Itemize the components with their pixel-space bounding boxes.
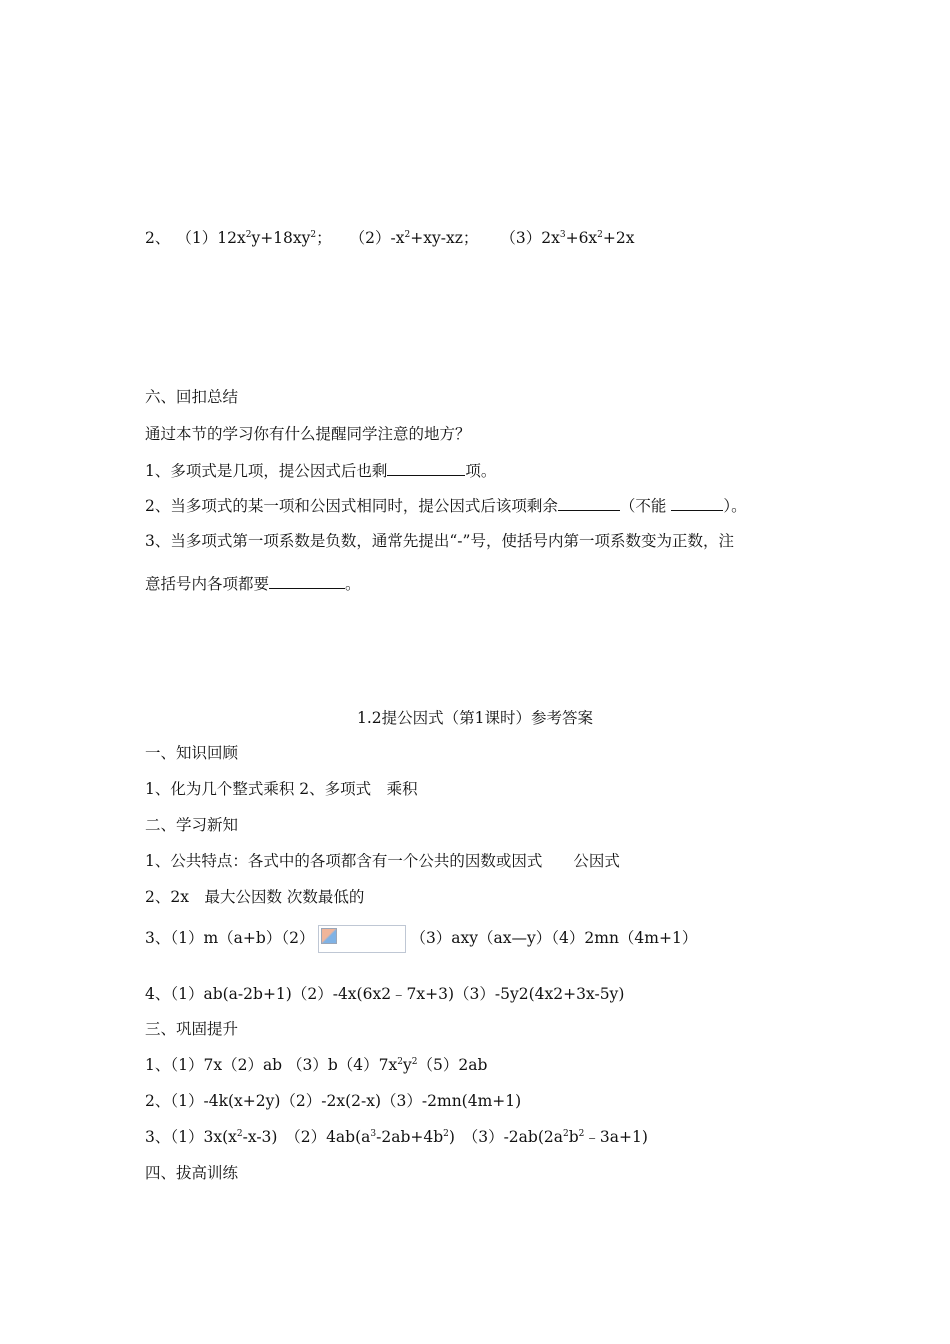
answer-line: 4、（1）ab(a-2b+1)（2）-4x(6x2﹣7x+3)（3）-5y2(4x2+3x-5y)	[145, 985, 625, 1003]
item-text: 1、多项式是几项，提公因式后也剩	[145, 462, 388, 480]
answer-text: 3、（1）m（a+b）（2）	[145, 929, 315, 947]
fill-blank	[269, 573, 345, 589]
exponent: 3	[559, 230, 566, 240]
exponent: 2	[443, 1129, 449, 1139]
part-3-end: +2x	[602, 229, 635, 247]
item-text-end: ）。	[723, 497, 747, 515]
answer-text: y	[403, 1056, 412, 1074]
answer-line: 1、化为几个整式乘积 2、多项式 乘积	[145, 780, 418, 798]
section-heading-advanced: 四、拔高训练	[145, 1164, 239, 1182]
section-heading-summary: 六、回扣总结	[145, 388, 239, 406]
part-3-cont: +6x	[565, 229, 598, 247]
section-heading-review: 一、知识回顾	[145, 744, 239, 762]
part-3: （3）2x	[500, 229, 560, 247]
exponent: 2	[310, 230, 317, 240]
answer-text: （5）2ab	[417, 1056, 488, 1074]
exponent: 2	[562, 1129, 569, 1139]
part-2-cont: +xy-xz；	[410, 229, 479, 247]
answer-text: ﹣3a+1)	[584, 1128, 648, 1146]
answer-line	[145, 1127, 648, 1147]
exponent: 3	[370, 1129, 377, 1139]
exponent: 2	[578, 1129, 585, 1139]
question-2-line	[145, 228, 635, 248]
summary-prompt: 通过本节的学习你有什么提醒同学注意的地方？	[145, 425, 471, 443]
section-heading-new: 二、学习新知	[145, 816, 239, 834]
summary-item-3-cont	[145, 573, 361, 594]
item-text: 意括号内各项都要	[145, 575, 270, 593]
summary-item-1	[145, 460, 496, 481]
answer-line: 1、公共特点：各式中的各项都含有一个公共的因数或因式 公因式	[145, 852, 620, 870]
answer-text: 3、（1）3x(x	[145, 1128, 237, 1146]
section-heading-consolidate: 三、巩固提升	[145, 1020, 239, 1038]
answer-line: 2、2x 最大公因数 次数最低的	[145, 888, 365, 906]
answer-line: 2、（1）-4k(x+2y)（2）-2x(2-x)（3）-2mn(4m+1)	[145, 1092, 522, 1110]
exponent: 2	[411, 1057, 418, 1067]
broken-image-icon	[321, 928, 337, 944]
answer-text: （3）axy（ax—y）（4）2mn（4m+1）	[410, 929, 698, 947]
summary-item-3: 3、当多项式第一项系数是负数，通常先提出“-”号，使括号内第一项系数变为正数，注	[145, 532, 734, 550]
answer-text: 1、（1）7x（2）ab （3）b（4）7x	[145, 1056, 398, 1074]
exponent: 2	[404, 230, 411, 240]
answer-line-with-image	[145, 925, 697, 953]
answer-line	[145, 1055, 487, 1075]
answer-text: -2ab+4b	[376, 1128, 444, 1146]
fill-blank	[387, 460, 465, 476]
answers-title: 1.2提公因式（第1课时）参考答案	[356, 709, 593, 727]
fill-blank	[558, 495, 620, 511]
question-number: 2、	[145, 229, 171, 247]
exponent: 2	[597, 230, 603, 240]
answer-text: b	[568, 1128, 579, 1146]
part-1: （1）12x	[176, 229, 246, 247]
exponent: 2	[236, 1129, 243, 1139]
item-text-end: 。	[345, 575, 361, 593]
answer-text: -x-3) （2）4ab(a	[242, 1128, 371, 1146]
answer-text: ) （3）-2ab(2a	[448, 1128, 563, 1146]
item-text-mid: （不能	[619, 497, 672, 515]
item-text-end: 项。	[465, 462, 497, 480]
part-2: （2）-x	[349, 229, 405, 247]
exponent: 2	[245, 230, 252, 240]
summary-item-2	[145, 495, 747, 516]
item-text: 2、当多项式的某一项和公因式相同时，提公因式后该项剩余	[145, 497, 558, 515]
part-1-cont: y+18xy	[251, 229, 311, 247]
fill-blank	[671, 495, 723, 511]
part-1-end: ；	[316, 229, 332, 247]
broken-image-placeholder	[318, 925, 406, 953]
exponent: 2	[397, 1057, 404, 1067]
